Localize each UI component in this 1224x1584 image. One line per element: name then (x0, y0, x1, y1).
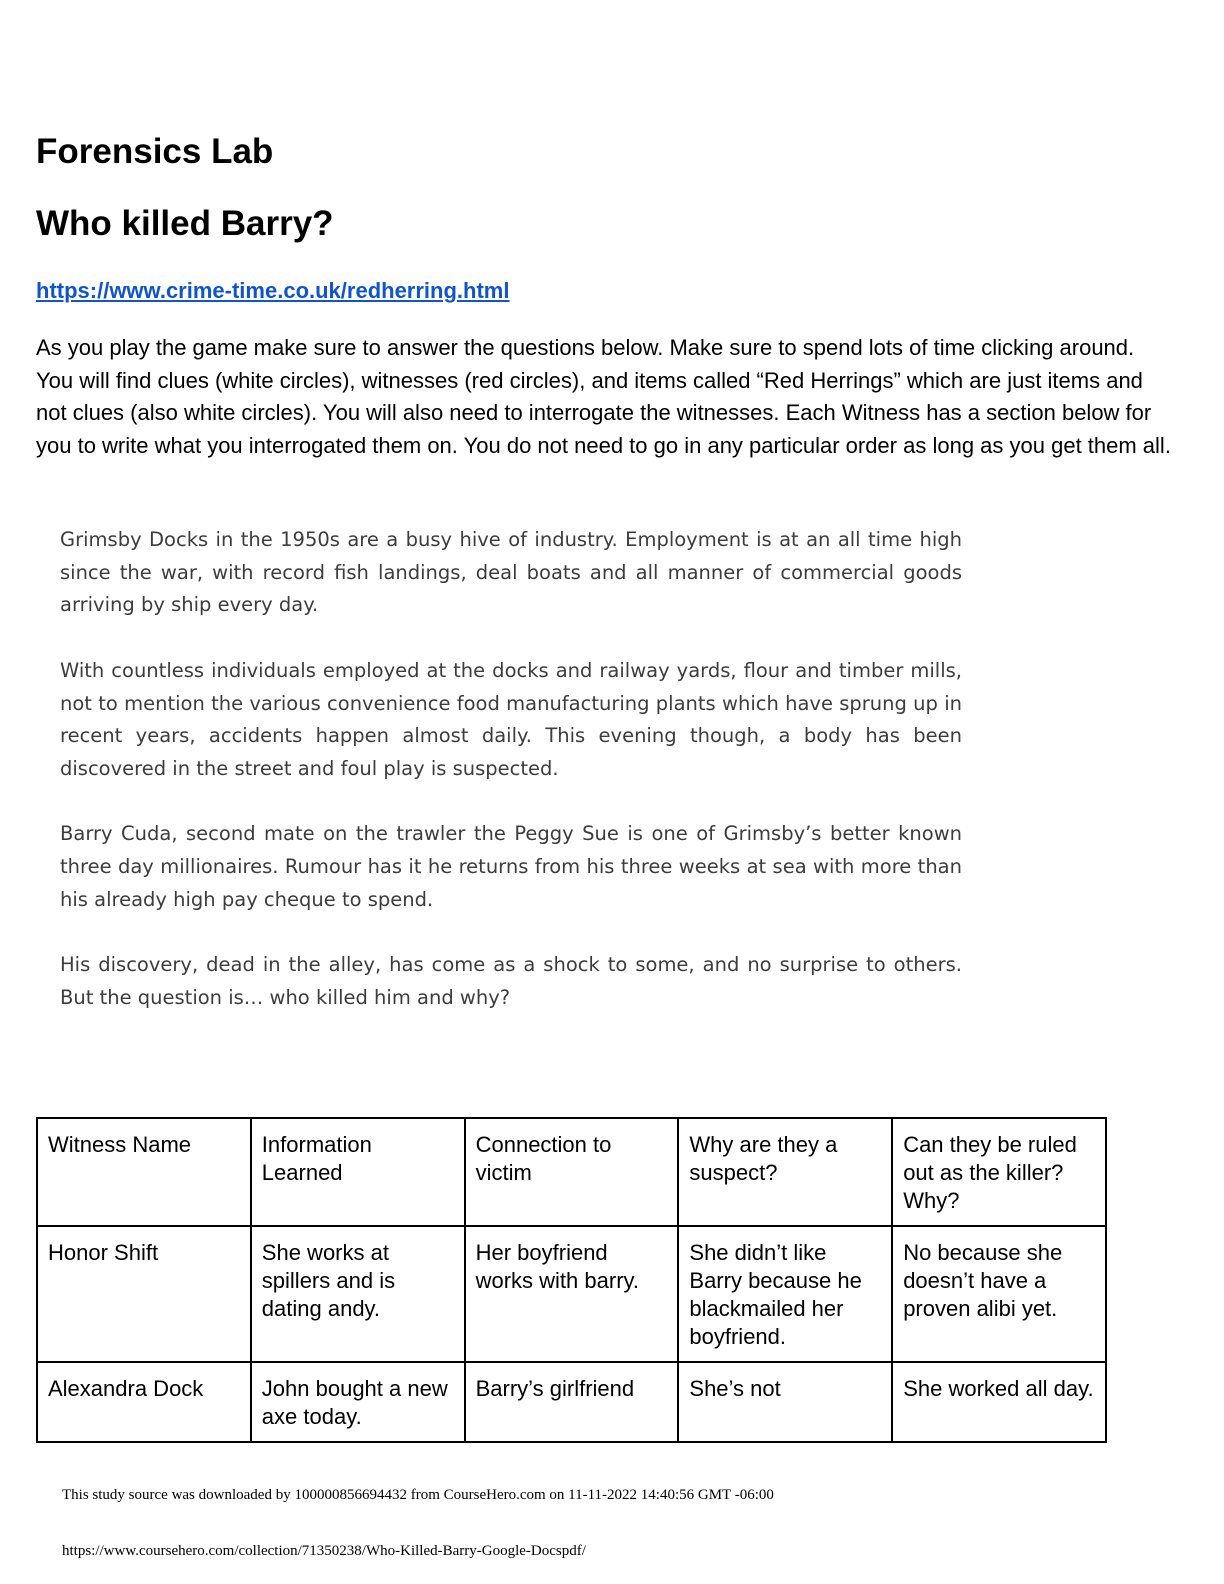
table-cell: She didn’t like Barry because he blackmailed her boyfriend. (678, 1226, 892, 1362)
header-cell: Witness Name (37, 1118, 251, 1226)
page-title: Forensics Lab (36, 132, 274, 171)
intro-paragraph: As you play the game make sure to answer the questions below. Make sure to spend lots of time clicking around. You will find clues (white circles), witnesses (red circles), and items called “Red Herrings” which are just items and not clues (also white circles). You will also need to interrogate the witnesses. Each Witness has a section below for you to write what you interrogated them on. You do not need to go in any particular order as long as you get them all. (36, 335, 1171, 458)
story-paragraph: Grimsby Docks in the 1950s are a busy hive of industry. Employment is at an all time high since the war, with record fish landings, deal boats and all manner of commercial goods arriving by ship every day. (60, 528, 962, 617)
story-paragraph: Barry Cuda, second mate on the trawler the Peggy Sue is one of Grimsby’s better known three day millionaires. Rumour has it he returns from his three weeks at sea with more than his already high pay cheque to spend. (60, 822, 962, 911)
header-cell: Why are they a suspect? (678, 1118, 892, 1226)
header-cell: Can they be ruled out as the killer? Why? (892, 1118, 1106, 1226)
table-cell: Honor Shift (37, 1226, 251, 1362)
table-cell: Barry’s girlfriend (465, 1362, 679, 1442)
source-url: https://www.coursehero.com/collection/71350238/Who-Killed-Barry-Google-Docspdf/ (62, 1543, 586, 1559)
witness-table (36, 1117, 1107, 1443)
download-notice: This study source was downloaded by 100000856694432 from CourseHero.com on 11-11-2022 14:40:56 GMT -06:00 (62, 1487, 774, 1503)
story-excerpt (60, 524, 962, 1015)
table-cell: John bought a new axe today. (251, 1362, 465, 1442)
table-cell: She works at spillers and is dating andy. (251, 1226, 465, 1362)
table-cell: Alexandra Dock (37, 1362, 251, 1442)
table-cell: She’s not (678, 1362, 892, 1442)
table-cell: No because she doesn’t have a proven alibi yet. (892, 1226, 1106, 1362)
table-cell: She worked all day. (892, 1362, 1106, 1442)
table-header-row (37, 1118, 1106, 1226)
story-paragraph: His discovery, dead in the alley, has come as a shock to some, and no surprise to others. But the question is… who killed him and why? (60, 953, 962, 1009)
table-cell: Her boyfriend works with barry. (465, 1226, 679, 1362)
header-cell: Information Learned (251, 1118, 465, 1226)
game-link[interactable]: https://www.crime-time.co.uk/redherring.html (36, 278, 510, 303)
table-row (37, 1362, 1106, 1442)
header-cell: Connection to victim (465, 1118, 679, 1226)
page-subtitle: Who killed Barry? (36, 204, 334, 243)
table-row (37, 1226, 1106, 1362)
story-paragraph: With countless individuals employed at the docks and railway yards, flour and timber mills, not to mention the various convenience food manufacturing plants which have sprung up in recent years, accidents happen almost daily. This evening though, a body has been discovered in the street and foul play is suspected. (60, 658, 962, 780)
